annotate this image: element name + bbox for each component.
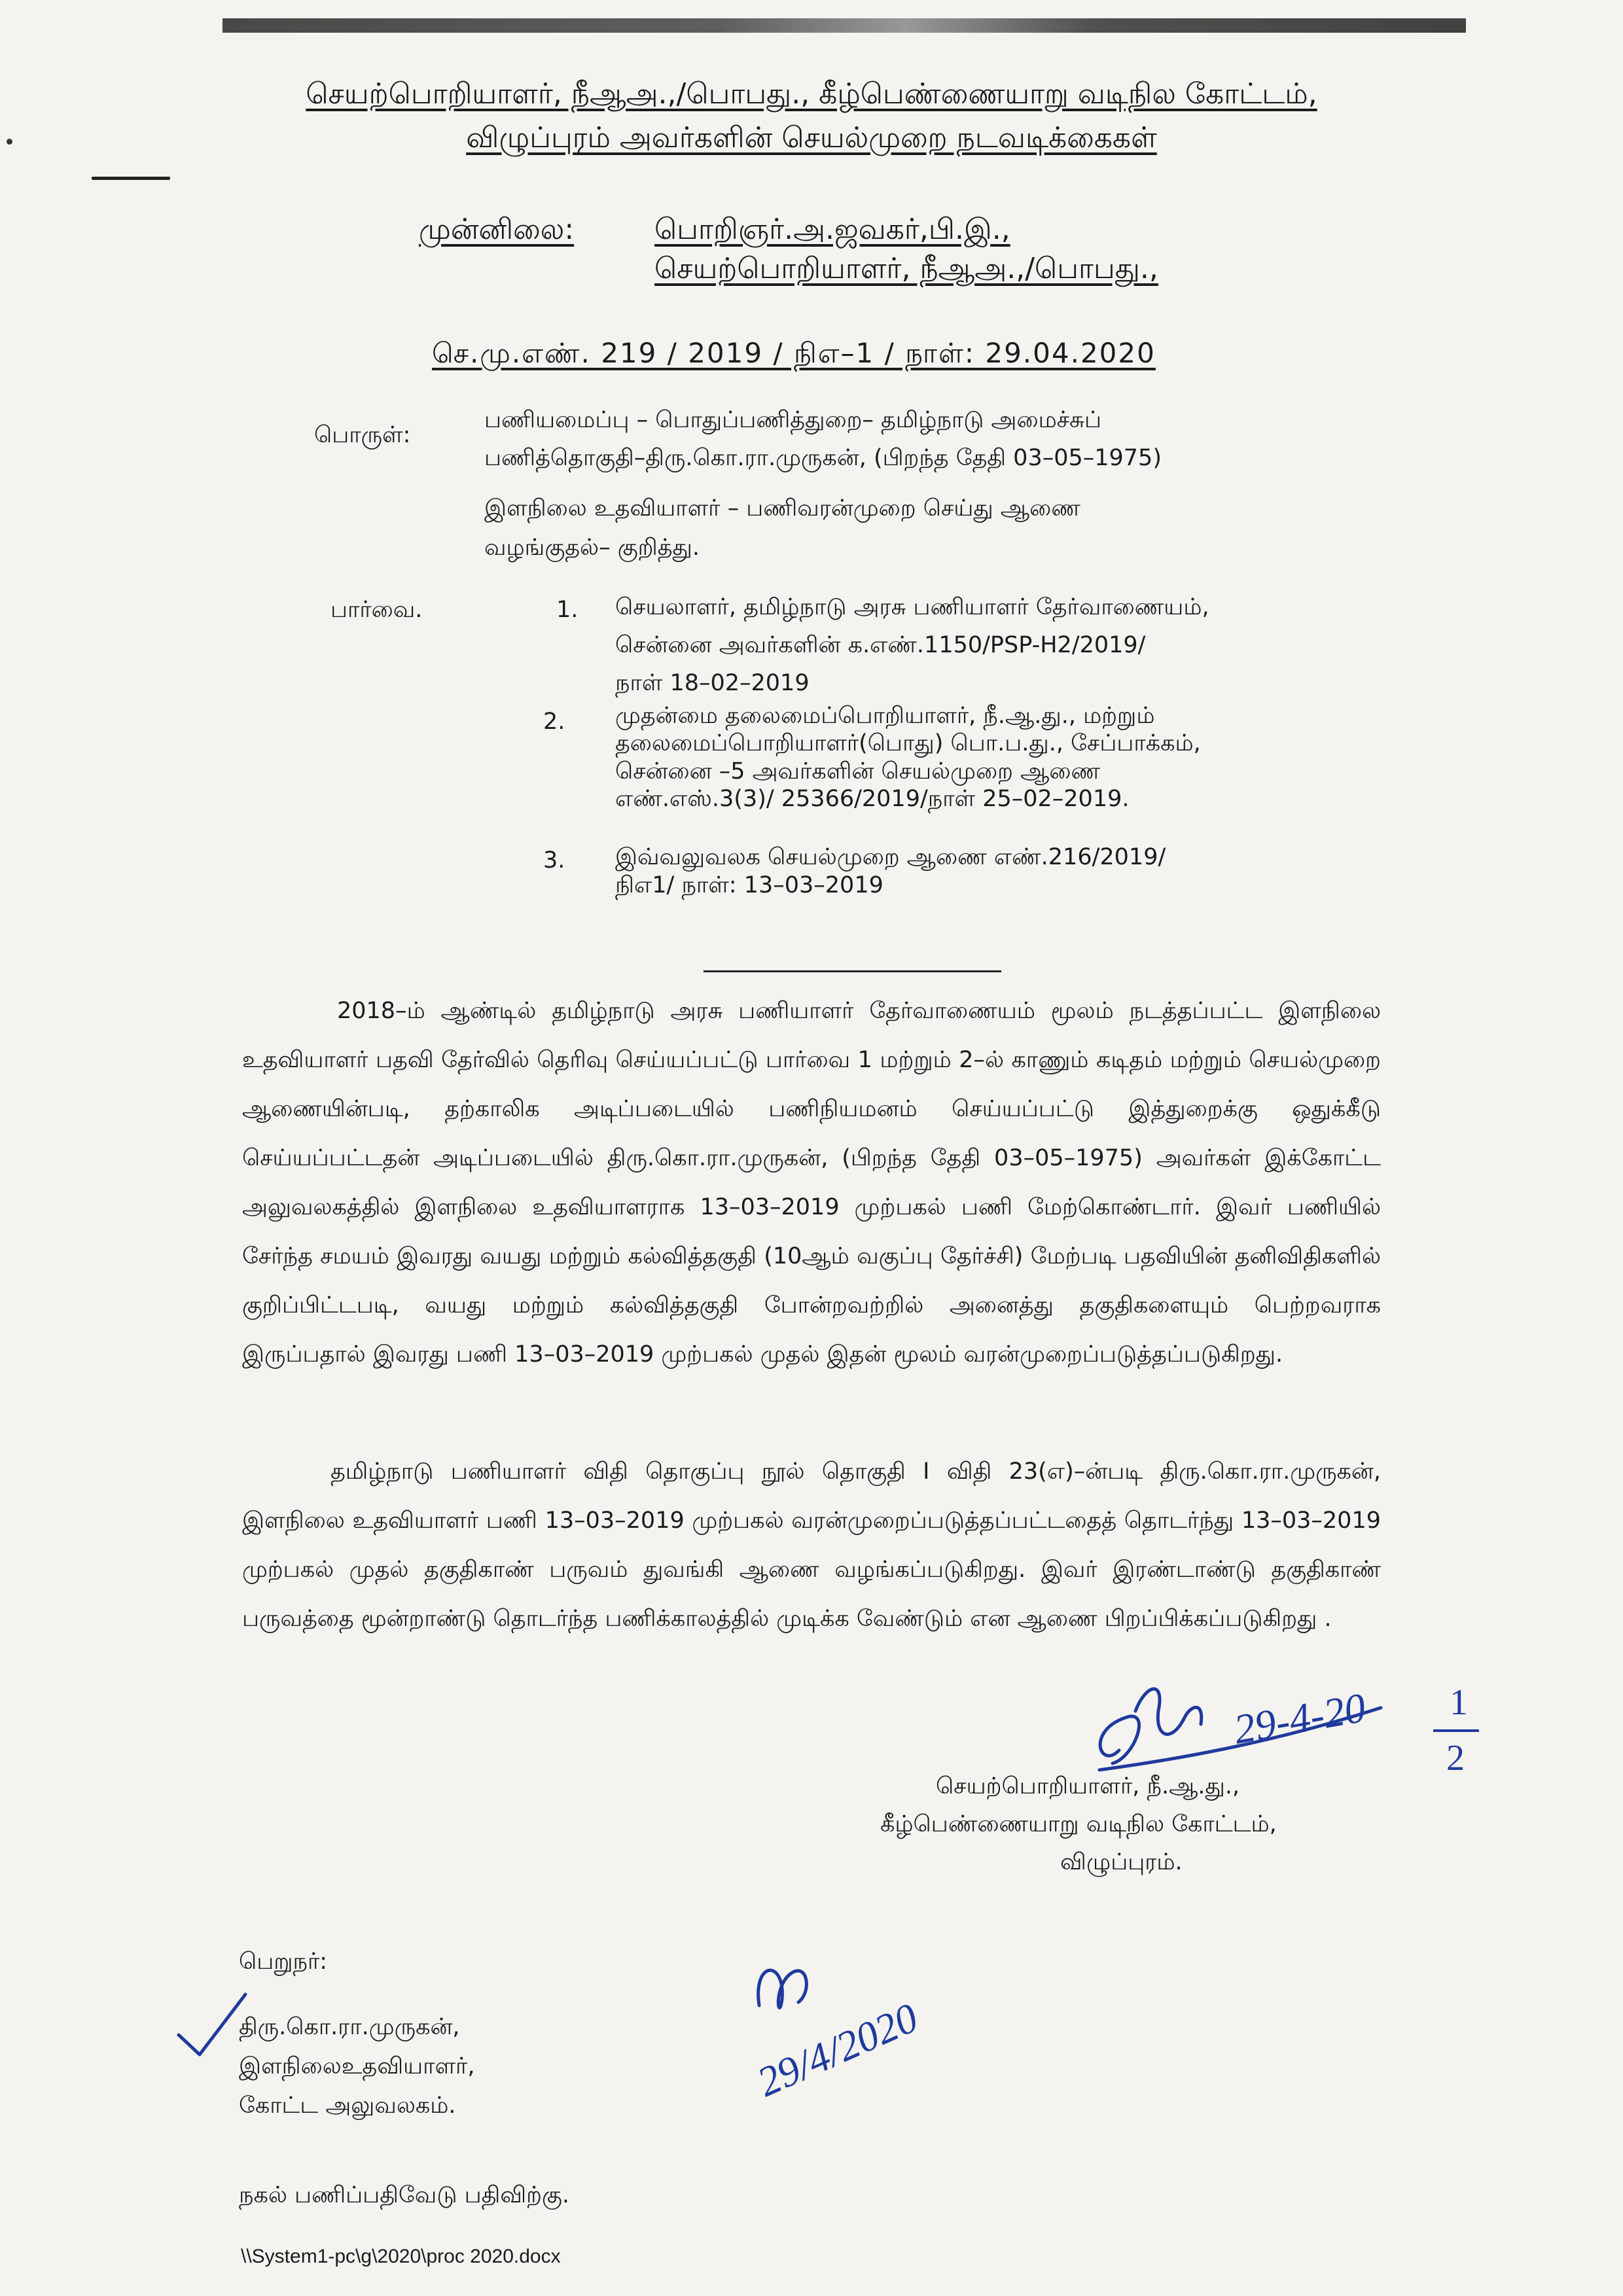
recipient-line: கோட்ட அலுவலகம். xyxy=(239,2093,456,2119)
page-marker-bottom: 2 xyxy=(1446,1738,1465,1778)
reference-number: செ.மு.எண். 219 / 2019 / நிஎ–1 / நாள்: 29.04.2020 xyxy=(432,337,1156,369)
reference-line: நாள் 18–02–2019 xyxy=(615,670,810,696)
reference-number-1: 1. xyxy=(556,597,579,623)
subject-label: பொருள்: xyxy=(314,422,411,448)
reference-line: செயலாளர், தமிழ்நாடு அரசு பணியாளர் தேர்வாணையம், xyxy=(615,594,1209,620)
subject-line: இளநிலை உதவியாளர் – பணிவரன்முறை செய்து ஆணை xyxy=(484,495,1080,521)
reference-line: சென்னை அவர்களின் க.எண்.1150/PSP-H2/2019/ xyxy=(615,632,1146,658)
designation-line-3: விழுப்புரம். xyxy=(1060,1849,1183,1875)
scan-edge-band xyxy=(223,18,1466,33)
recipient-line: திரு.கொ.ரா.முருகன், xyxy=(239,2014,460,2040)
file-path-footer: \\System1-pc\g\2020\proc 2020.docx xyxy=(241,2246,561,2267)
recipient-line: இளநிலைஉதவியாளர், xyxy=(239,2053,475,2079)
reference-line: நிஎ1/ நாள்: 13–03–2019 xyxy=(615,872,883,898)
reference-line: சென்னை –5 அவர்களின் செயல்முறை ஆணை xyxy=(615,758,1100,785)
margin-mark xyxy=(92,177,170,180)
recipient-label: பெறுநர்: xyxy=(239,1949,328,1975)
subject-line: பணித்தொகுதி–திரு.கொ.ரா.முருகன், (பிறந்த தேதி 03–05–1975) xyxy=(484,445,1162,471)
page-marker-bar xyxy=(1433,1729,1479,1732)
initials-stroke xyxy=(758,1970,807,2007)
presence-line-2: செயற்பொறியாளர், நீஆஅ.,/பொபது., xyxy=(654,252,1158,285)
reference-line: முதன்மை தலைமைப்பொறியாளர், நீ.ஆ.து., மற்றும் xyxy=(615,703,1155,729)
signature-mark xyxy=(1073,1672,1427,1790)
received-date: 29/4/2020 xyxy=(750,1994,925,2106)
reference-line: எண்.எஸ்.3(3)/ 25366/2019/நாள் 25–02–2019. xyxy=(615,786,1130,812)
reference-number-3: 3. xyxy=(543,847,565,874)
designation-line-2: கீழ்பெண்ணையாறு வடிநில கோட்டம், xyxy=(880,1811,1277,1837)
title-line-1: செயற்பொறியாளர், நீஆஅ.,/பொபது., கீழ்பெண்ணையாறு வடிநில கோட்டம், xyxy=(306,77,1317,111)
page-marker-top: 1 xyxy=(1450,1682,1468,1723)
reference-number-2: 2. xyxy=(543,709,565,735)
body-paragraph-2: தமிழ்நாடு பணியாளர் விதி தொகுப்பு நூல் தொகுதி I விதி 23(எ)–ன்படி திரு.கொ.ரா.முருகன், இளநிலை உதவியாளர் பணி 13–03–2019 முற்பகல் வரன்முறைப்படுத்தப்பட்டதைத் தொடர்ந்து 13–03–2019 முற்பகல் முதல் தகுதிகாண் பருவம் துவங்கி ஆணை வழங்கப்படுகிறது. இவர் இரண்டாண்டு தகுதிகாண் பருவத்தை மூன்றாண்டு தொடர்ந்த பணிக்காலத்தில் முடிக்க வேண்டும் என ஆணை பிறப்பிக்கப்படுகிறது . xyxy=(242,1458,1381,1632)
presence-line-1: பொறிஞர்.அ.ஜவகர்,பி.இ., xyxy=(654,213,1010,246)
title-line-2: விழுப்புரம் அவர்களின் செயல்முறை நடவடிக்கைகள் xyxy=(466,121,1157,154)
references-label: பார்வை. xyxy=(330,597,423,623)
received-stamp xyxy=(746,1934,995,2149)
subject-line: வழங்குதல்– குறித்து. xyxy=(484,535,700,561)
subject-line: பணியமைப்பு – பொதுப்பணித்துறை– தமிழ்நாடு அமைச்சுப் xyxy=(484,407,1101,433)
reference-line: தலைமைப்பொறியாளர்(பொது) பொ.ப.து., சேப்பாக்கம், xyxy=(615,730,1201,756)
signature-date: 29-4-20 xyxy=(1230,1684,1369,1753)
reference-line: இவ்வலுவலக செயல்முறை ஆணை எண்.216/2019/ xyxy=(615,844,1166,870)
designation-line-1: செயற்பொறியாளர், நீ.ஆ.து., xyxy=(936,1773,1240,1799)
body-paragraph-1: 2018–ம் ஆண்டில் தமிழ்நாடு அரசு பணியாளர் தேர்வாணையம் மூலம் நடத்தப்பட்ட இளநிலை உதவியாளர் பதவி தேர்வில் தெரிவு செய்யப்பட்டு பார்வை 1 மற்றும் 2–ல் காணும் கடிதம் மற்றும் செயல்முறை ஆணையின்படி, தற்காலிக அடிப்படையில் பணிநியமனம் செய்யப்பட்டு இத்துறைக்கு ஒதுக்கீடு செய்யப்பட்டதன் அடிப்படையில் திரு.கொ.ரா.முருகன், (பிறந்த தேதி 03–05–1975) அவர்கள் இக்கோட்ட அலுவலகத்தில் இளநிலை உதவியாளராக 13–03–2019 முற்பகல் பணி மேற்கொண்டார். இவர் பணியில் சேர்ந்த சமயம் இவரது வயது மற்றும் கல்வித்தகுதி (10ஆம் வகுப்பு தேர்ச்சி) மேற்படி பதவியின் தனிவிதிகளில் குறிப்பிட்டபடி, வயது மற்றும் கல்வித்தகுதி போன்றவற்றில் அனைத்து தகுதிகளையும் பெற்றவராக இருப்பதால் இவரது பணி 13–03–2019 முற்பகல் முதல் இதன் மூலம் வரன்முறைப்படுத்தப்படுகிறது. xyxy=(242,998,1381,1368)
separator-rule xyxy=(704,970,1001,972)
copy-note: நகல் பணிப்பதிவேடு பதிவிற்கு. xyxy=(239,2182,569,2208)
presence-label: முன்னிலை: xyxy=(419,213,575,246)
